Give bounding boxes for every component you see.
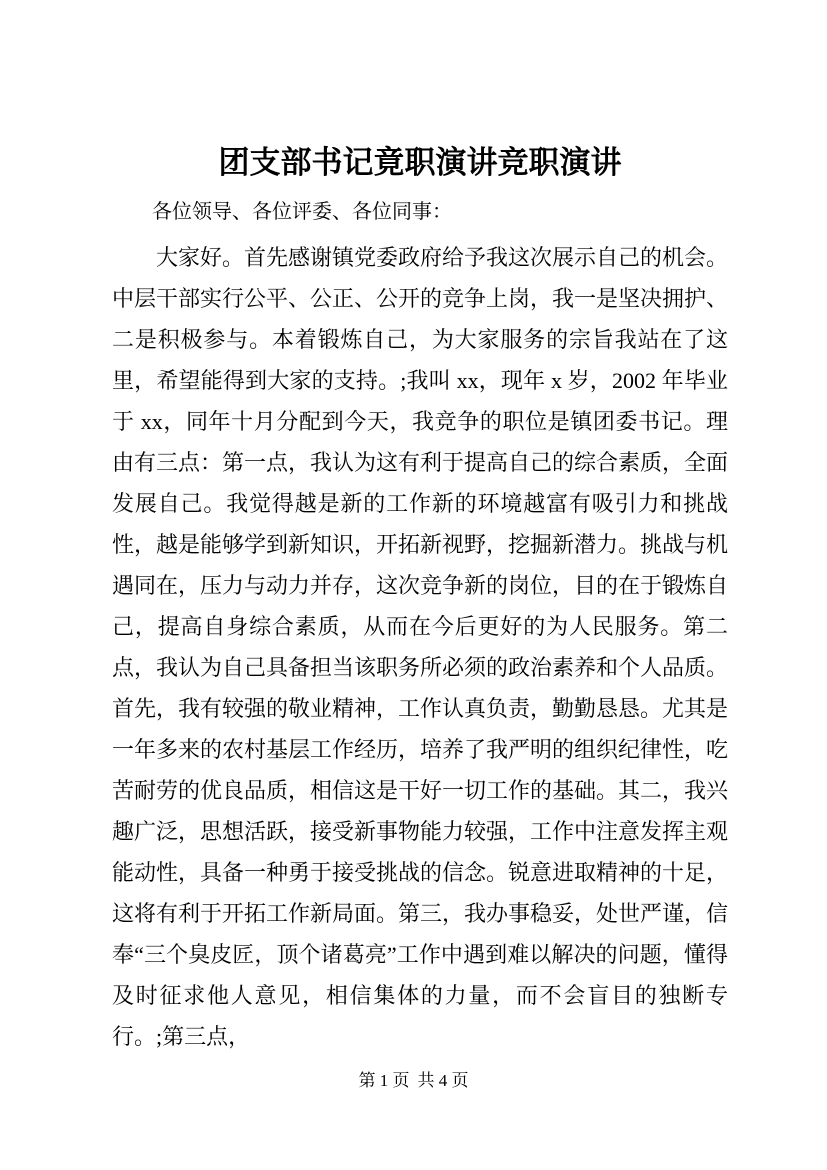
page-footer [0,1070,827,1092]
document-title: 团支部书记竟职演讲竞职演讲 [218,145,622,180]
salutation-line: 各位领导、各位评委、各位同事： [152,201,452,223]
footer-total-pages: 共 4 页 [417,1071,469,1090]
body-paragraph: 大家好。首先感谢镇党委政府给予我这次展示自己的机会。中层干部实行公平、公正、公开的竞争上岗，我一是坚决拥护、二是积极参与。本着锻炼自己，为大家服务的宗旨我站在了这里，希望能得到大家的支持。;我叫 xx，现年 x 岁，2002 年毕业于 xx，同年十月分配到今天，我竞争的职位是镇团委书记。理由有三点：第一点，我认为这有利于提高自己的综合素质，全面发展自己。我觉得越是新的工作新的环境越富有吸引力和挑战性，越是能够学到新知识，开拓新视野，挖掘新潜力。挑战与机遇同在，压力与动力并存，这次竞争新的岗位，目的在于锻炼自己，提高自身综合素质，从而在今后更好的为人民服务。第二点，我认为自己具备担当该职务所必须的政治素养和个人品质。首先，我有较强的敬业精神，工作认真负责，勤勤恳恳。尤其是一年多来的农村基层工作经历，培养了我严明的组织纪律性，吃苦耐劳的优良品质，相信这是干好一切工作的基础。其二，我兴趣广泛，思想活跃，接受新事物能力较强，工作中注意发挥主观能动性，具备一种勇于接受挑战的信念。锐意进取精神的十足，这将有利于开拓工作新局面。第三，我办事稳妥，处世严谨，信奉“三个臭皮匠，顶个诸葛亮”工作中遇到难以解决的问题，懂得及时征求他人意见，相信集体的力量，而不会盲目的独断专行。;第三点， [112,245,729,1049]
footer-current-page: 第 1 页 [358,1071,410,1090]
